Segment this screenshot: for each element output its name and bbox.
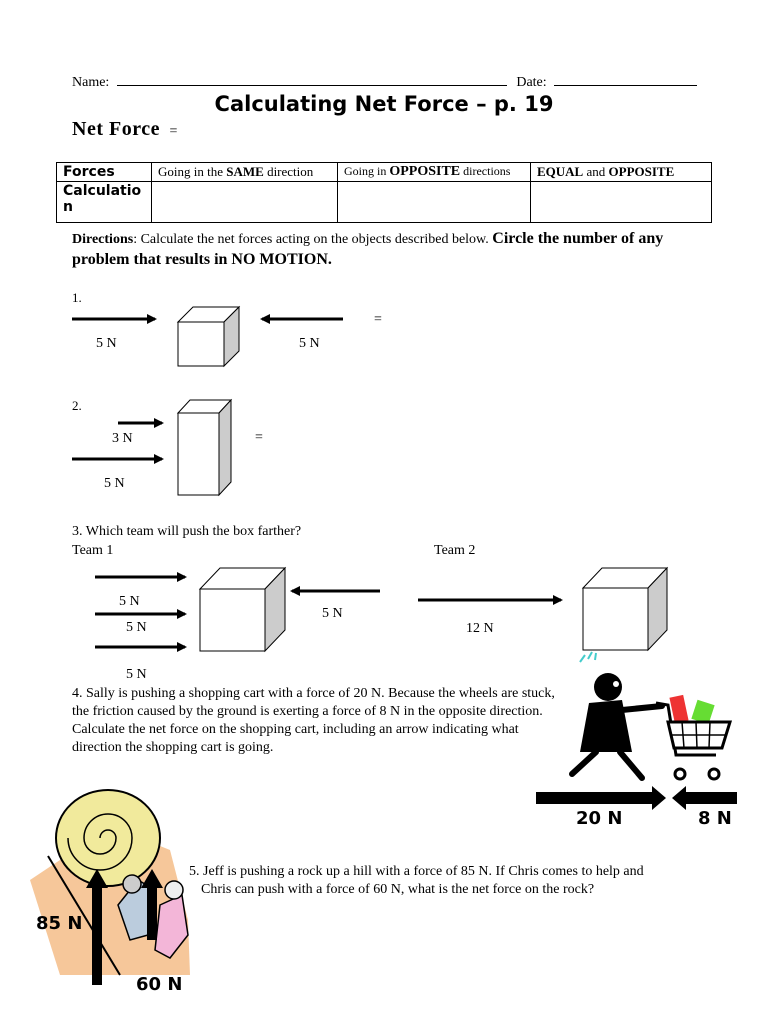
col-equal-opposite: EQUAL and OPPOSITE: [531, 163, 712, 182]
p3-team1-force-1: 5 N: [119, 594, 140, 609]
p2-number: 2.: [72, 398, 82, 413]
p3-team2-label: Team 2: [434, 543, 476, 558]
p3-box-team2: [583, 568, 667, 650]
p4-friction-force: 8 N: [698, 808, 732, 829]
net-force-label: Net Force: [72, 118, 160, 140]
p3-opposing-force: 5 N: [322, 606, 343, 621]
calculation-header: Calculation: [57, 182, 152, 223]
directions-label: Directions: [72, 232, 134, 247]
date-label: Date:: [516, 75, 547, 90]
p5-text-line2: Chris can push with a force of 60 N, what is the net force on the rock?: [201, 882, 595, 897]
col-opposite-directions: Going in OPPOSITE directions: [338, 163, 531, 182]
net-force-equals: =: [169, 124, 178, 139]
p1-equals: =: [374, 312, 382, 327]
p2-equals: =: [255, 430, 263, 445]
name-label: Name:: [72, 75, 110, 90]
p2-bottom-force: 5 N: [104, 476, 125, 491]
p1-box: [178, 307, 239, 366]
p3-box-team1: [200, 568, 285, 651]
p5-text-line1: 5. Jeff is pushing a rock up a hill with a force of 85 N. If Chris comes to help and: [189, 864, 644, 879]
shopper-illustration: [572, 652, 662, 778]
p4-push-arrow: [536, 786, 666, 810]
p3-team1-force-2: 5 N: [126, 620, 147, 635]
p2-top-force: 3 N: [112, 431, 133, 446]
p2-box: [178, 400, 231, 495]
directions-bold: Circle the number of any problem that results in NO MOTION.: [72, 230, 664, 268]
p1-left-force: 5 N: [96, 336, 117, 351]
page-title: Calculating Net Force – p. 19: [214, 92, 554, 116]
forces-header: Forces: [57, 163, 152, 182]
shopping-cart-icon: [656, 695, 730, 779]
p5-jeff-force: 85 N: [36, 913, 83, 934]
p5-chris-force: 60 N: [136, 974, 183, 995]
p5-text: [189, 863, 644, 899]
p3-question: 3. Which team will push the box farther?: [72, 524, 302, 539]
p4-text: 4. Sally is pushing a shopping cart with a force of 20 N. Because the wheels are stuck, the friction caused by the ground is exerting a force of 8 N in the opposite direction. Calculate the net force on the shopping cart, including an arrow indicating what direction the shopping cart is going.: [72, 686, 555, 755]
p4-push-force: 20 N: [576, 808, 623, 829]
p1-right-force: 5 N: [299, 336, 320, 351]
p4-friction-arrow: [672, 786, 737, 810]
rock-hill-illustration: [30, 790, 190, 975]
p3-team1-force-3: 5 N: [126, 667, 147, 682]
p1-number: 1.: [72, 290, 82, 305]
col-same-direction: Going in the SAME direction: [152, 163, 338, 182]
p3-team2-force: 12 N: [466, 621, 494, 636]
p3-team1-label: Team 1: [72, 543, 114, 558]
directions-text: Directions: Calculate the net forces acting on the objects described below. Circle the number of any problem that results in NO MOTION.: [72, 230, 664, 268]
